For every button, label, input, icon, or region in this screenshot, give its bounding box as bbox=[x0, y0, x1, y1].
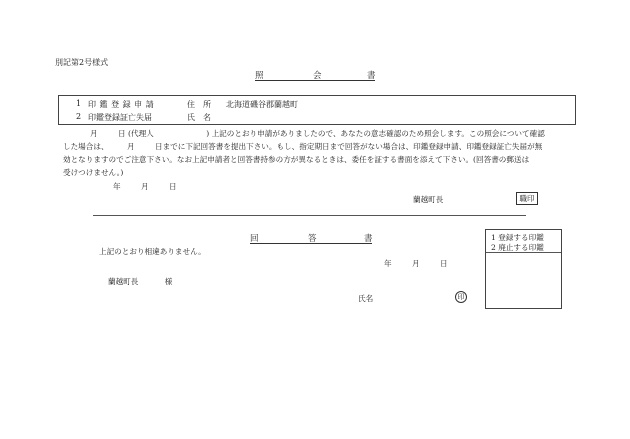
seal-box-divider bbox=[486, 252, 561, 253]
issue-date bbox=[113, 181, 177, 192]
day-label: 日 bbox=[118, 129, 126, 138]
item1-number: 1 bbox=[76, 99, 82, 108]
seal-option-2: 2 廃止する印鑑 bbox=[491, 243, 544, 252]
title-char-3: 書 bbox=[367, 71, 376, 81]
body-line-1 bbox=[90, 128, 545, 139]
body-line-2 bbox=[63, 141, 542, 152]
applicant-info-box bbox=[58, 95, 576, 125]
answer-addressee bbox=[108, 276, 172, 287]
item1-label: 印 鑑 登 録 申 請 bbox=[88, 100, 155, 109]
answer-name-label: 氏名 bbox=[358, 294, 374, 303]
separator-line bbox=[93, 215, 526, 216]
answer-title-char-1: 回 bbox=[250, 234, 259, 244]
title-char-1: 照 bbox=[255, 71, 264, 81]
form-number: 別記第2号様式 bbox=[55, 58, 109, 67]
deadline-month: 月 bbox=[126, 142, 135, 151]
addressee-mayor: 蘭越町長 bbox=[108, 277, 139, 286]
addressee-sama: 様 bbox=[164, 277, 173, 286]
personal-seal-circle: 印 bbox=[455, 291, 467, 303]
answer-statement: 上記のとおり相違ありません。 bbox=[99, 247, 206, 256]
answer-date bbox=[384, 258, 448, 269]
body-text-2a: した場合は、 bbox=[63, 142, 109, 151]
agent-close: ) bbox=[206, 129, 210, 138]
answer-month: 月 bbox=[412, 259, 420, 268]
agent-label: (代理人 bbox=[128, 129, 154, 138]
address-value: 北海道磯谷郡蘭越町 bbox=[226, 100, 298, 109]
item2-label: 印鑑登録証亡失届 bbox=[88, 113, 152, 122]
seal-impression-box bbox=[485, 229, 562, 309]
address-label: 住 所 bbox=[187, 100, 211, 109]
item2-number: 2 bbox=[76, 112, 82, 121]
name-label: 氏 名 bbox=[187, 113, 211, 122]
answer-title bbox=[250, 232, 372, 244]
seal-option-1: 1 登録する印鑑 bbox=[491, 233, 544, 242]
answer-year: 年 bbox=[384, 259, 392, 268]
official-seal-box: 職印 bbox=[516, 192, 538, 205]
mayor-title: 蘭越町長 bbox=[413, 195, 444, 204]
page-title bbox=[255, 69, 375, 81]
issue-year: 年 bbox=[113, 182, 121, 191]
answer-title-char-3: 書 bbox=[364, 234, 373, 244]
title-char-2: 会 bbox=[313, 71, 322, 81]
answer-title-char-2: 答 bbox=[308, 234, 317, 244]
body-text-1: 上記のとおり申請がありましたので、あなたの意志確認のため照会します。この照会について確認 bbox=[211, 129, 545, 138]
body-line-4: 受けつけません。) bbox=[63, 168, 124, 177]
month-label: 月 bbox=[90, 129, 98, 138]
body-text-2c: 日までに下記回答書を提出下さい。もし、指定期日まで回答がない場合は、印鑑登録申請、印鑑登録証亡失届が無 bbox=[155, 142, 543, 151]
answer-day: 日 bbox=[440, 259, 448, 268]
issue-month: 月 bbox=[141, 182, 149, 191]
issue-day: 日 bbox=[169, 182, 177, 191]
body-line-3: 効となりますのでご注意下さい。なお上記申請者と回答書持参の方が異なるときは、委任を証する書面を添えて下さい。(回答書の郵送は bbox=[63, 155, 530, 164]
